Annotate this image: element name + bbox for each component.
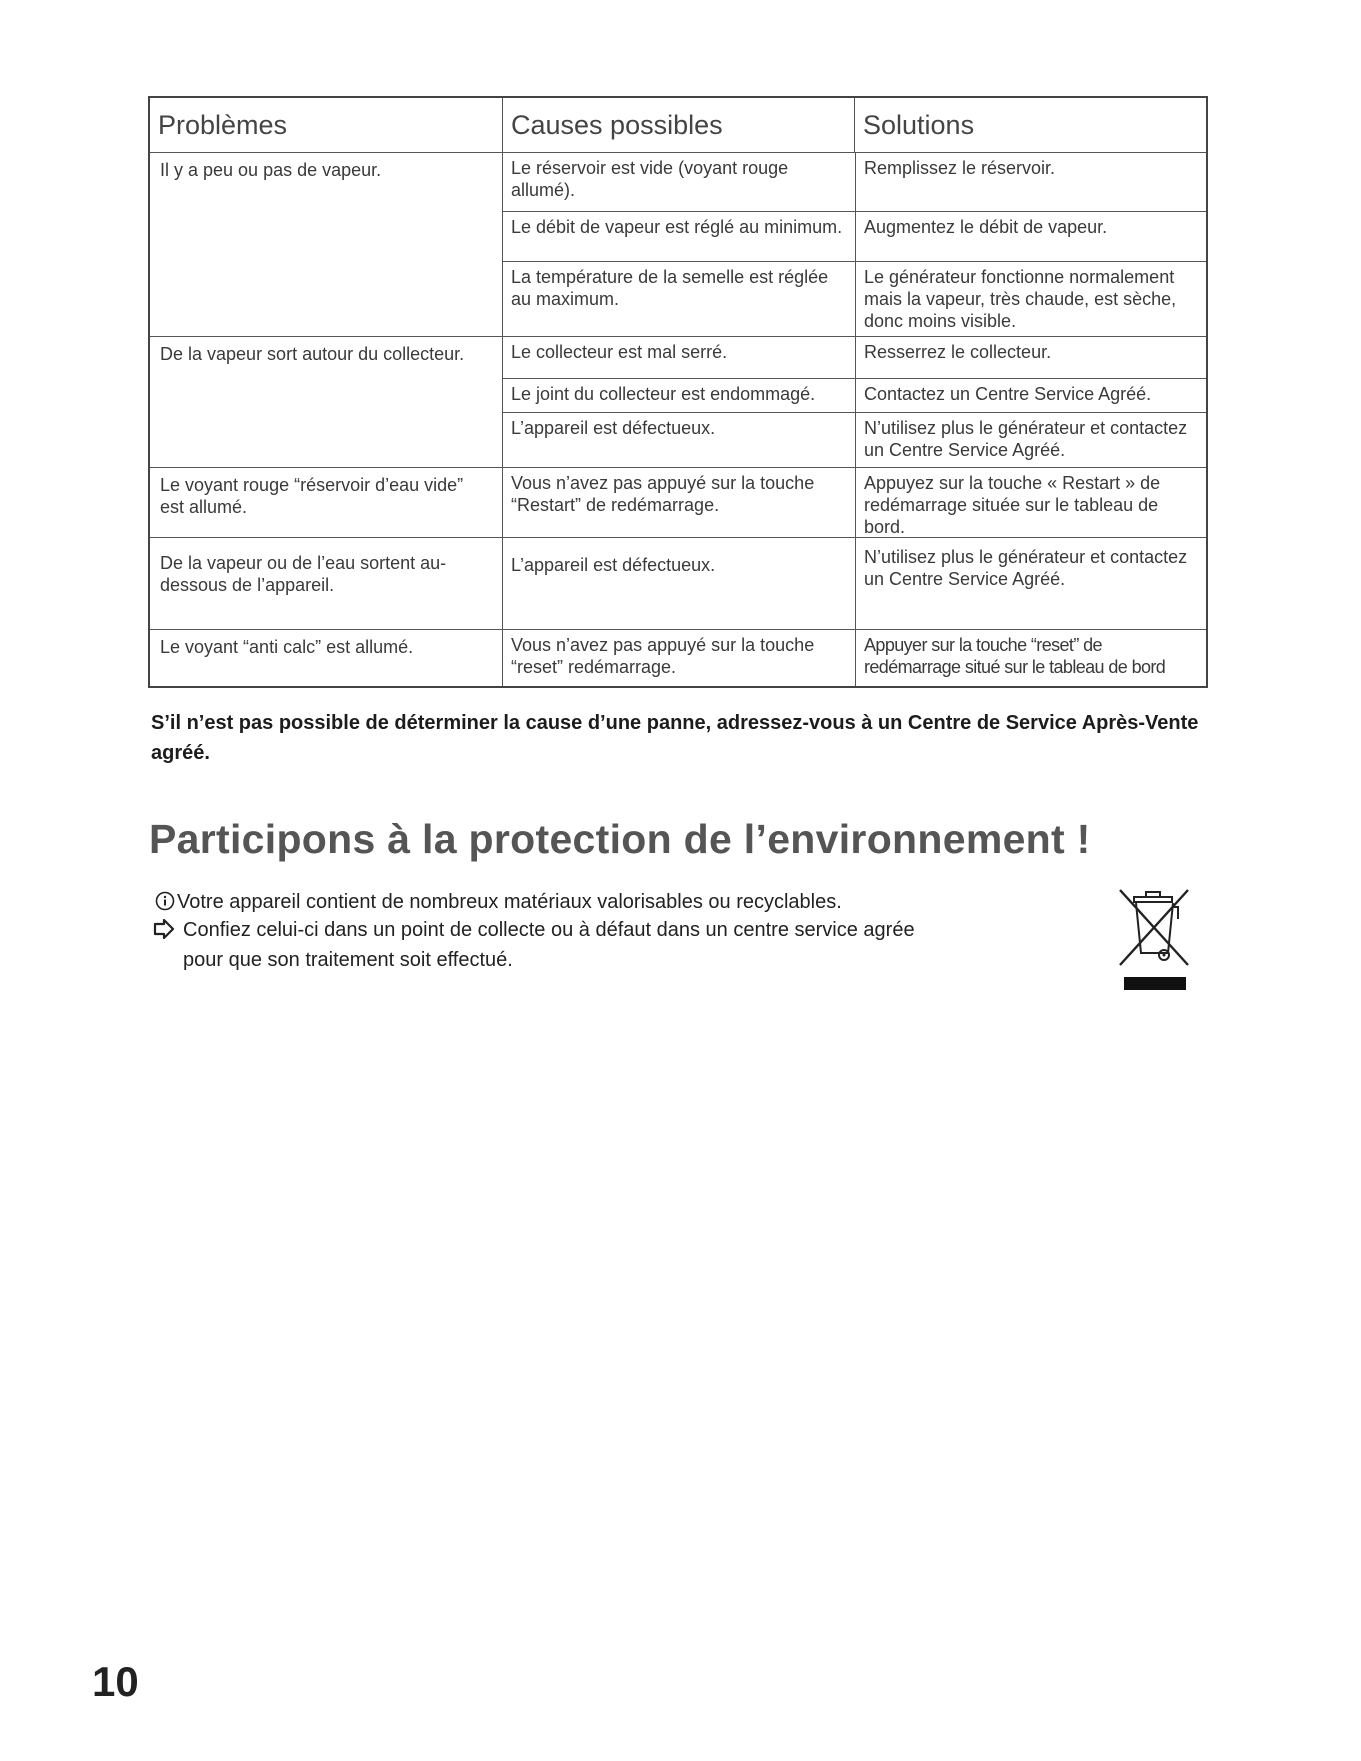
solution-cell: Contactez un Centre Service Agréé.	[855, 379, 1206, 412]
cause-cell: Le réservoir est vide (voyant rouge allumé).	[511, 158, 789, 200]
header-causes: Causes possibles	[502, 98, 854, 152]
table-header	[150, 98, 1206, 153]
cause-cell: Vous n’avez pas appuyé sur la touche “Restart” de redémarrage.	[511, 473, 815, 515]
info-circle-icon	[155, 888, 177, 916]
problem-group	[150, 630, 1206, 686]
problem-group	[150, 153, 1206, 337]
page-number: 10	[92, 1658, 139, 1705]
troubleshooting-table	[148, 96, 1208, 688]
cause-cell: Vous n’avez pas appuyé sur la touche “reset” redémarrage.	[511, 635, 815, 677]
solution-cell: Appuyez sur la touche « Restart » de redémarrage située sur le tableau de bord.	[855, 468, 1206, 542]
table-row	[503, 413, 1206, 467]
service-notice: S’il n’est pas possible de déterminer la cause d’une panne, adressez-vous à un Centre de Service Après-Vente agréé.	[151, 712, 1199, 764]
problem-cell: De la vapeur ou de l’eau sortent au-dessous de l’appareil.	[160, 553, 447, 595]
environment-title: Participons à la protection de l’environnement !	[149, 816, 1091, 862]
solution-cell: N’utilisez plus le générateur et contactez un Centre Service Agréé.	[855, 538, 1206, 629]
arrow-line	[153, 916, 915, 944]
cause-cell: Le débit de vapeur est réglé au minimum.	[511, 217, 843, 237]
problem-group	[150, 337, 1206, 468]
table-row	[503, 630, 1206, 686]
problem-group	[150, 468, 1206, 538]
problem-group	[150, 538, 1206, 630]
cause-cell: Le joint du collecteur est endommagé.	[511, 384, 816, 404]
table-row	[503, 337, 1206, 379]
solution-cell: Resserrez le collecteur.	[855, 337, 1206, 378]
solution-cell: Appuyer sur la touche “reset” de redémarrage situé sur le tableau de bord	[855, 630, 1206, 686]
solution-cell: Augmentez le débit de vapeur.	[855, 212, 1206, 261]
problem-cell: De la vapeur sort autour du collecteur.	[160, 344, 465, 364]
table-row	[503, 468, 1206, 537]
table-row	[503, 212, 1206, 262]
cause-cell: Le collecteur est mal serré.	[511, 342, 728, 362]
solution-cell: Remplissez le réservoir.	[855, 153, 1206, 211]
cause-cell: La température de la semelle est réglée au maximum.	[511, 267, 829, 309]
arrow-text: Confiez celui-ci dans un point de collecte ou à défaut dans un centre service agrée	[183, 919, 915, 941]
problem-cell: Le voyant “anti calc” est allumé.	[160, 637, 414, 657]
info-text: Votre appareil contient de nombreux matériaux valorisables ou recyclables.	[177, 891, 842, 913]
header-problems: Problèmes	[158, 110, 288, 140]
arrow-line-continuation: pour que son traitement soit effectué.	[183, 949, 513, 971]
cause-cell: L’appareil est défectueux.	[511, 555, 716, 575]
cause-cell: L’appareil est défectueux.	[511, 418, 716, 438]
info-line	[155, 888, 842, 916]
solution-cell: Le générateur fonctionne normalement mais la vapeur, très chaude, est sèche, donc moins visible.	[855, 262, 1206, 336]
header-solutions: Solutions	[854, 98, 1206, 152]
problem-cell: Il y a peu ou pas de vapeur.	[160, 160, 382, 180]
problem-cell: Le voyant rouge “réservoir d’eau vide” est allumé.	[160, 475, 464, 517]
arrow-right-icon	[153, 916, 183, 944]
table-row	[503, 262, 1206, 336]
table-row	[503, 538, 1206, 629]
crossed-out-wheelie-bin-icon	[1116, 885, 1192, 995]
table-row	[503, 153, 1206, 212]
solution-cell: N’utilisez plus le générateur et contactez un Centre Service Agréé.	[855, 413, 1206, 467]
table-row	[503, 379, 1206, 413]
